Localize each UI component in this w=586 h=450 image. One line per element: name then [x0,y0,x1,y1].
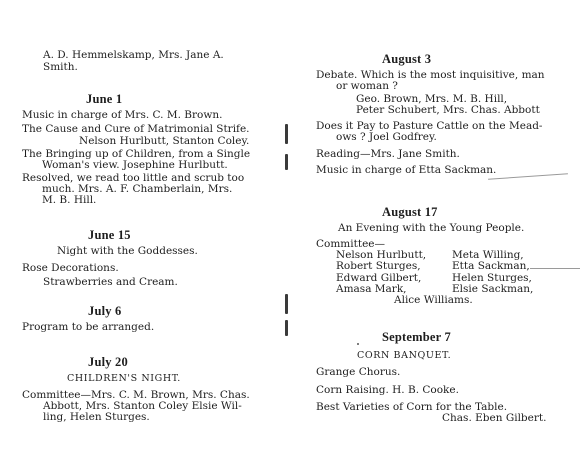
program-line: Night with the Goddesses. [57,245,198,257]
heading-june-15: June 15 [88,228,131,242]
program-line: Corn Raising. H. B. Cooke. [316,384,459,396]
committee-name: Nelson Hurlbutt, [336,249,427,261]
heading-july-6: July 6 [88,304,122,318]
heading-august-17: August 17 [382,205,438,219]
program-line: Geo. Brown, Mrs. M. B. Hill, [356,93,508,105]
program-line: Music in charge of Etta Sackman. [316,164,497,176]
program-line: Reading—Mrs. Jane Smith. [316,148,460,160]
program-line: The Cause and Cure of Matrimonial Strife. [22,123,250,135]
program-line: Chas. Eben Gilbert. [442,412,547,424]
intro-line: A. D. Hemmelskamp, Mrs. Jane A. [43,49,224,61]
program-line: M. B. Hill. [42,194,97,206]
committee-name: Etta Sackman, [452,260,530,272]
program-line: Woman's view. Josephine Hurlbutt. [42,159,228,171]
program-line: Does it Pay to Pasture Cattle on the Mead- [316,120,543,132]
subheading-corn-banquet: CORN BANQUET. [357,350,452,361]
committee-name: Robert Sturges, [336,260,421,272]
program-line: Strawberries and Cream. [43,276,178,288]
program-line: The Bringing up of Children, from a Single [22,148,251,160]
program-line: or woman ? [336,80,398,92]
stray-pen-line [488,173,568,180]
binding-mark [285,320,288,336]
committee-name: Helen Sturges, [452,272,532,284]
program-line: Grange Chorus. [316,366,401,378]
program-line: ows ? Joel Godfrey. [336,131,437,143]
intro-line: Smith. [43,61,78,73]
committee-name: Meta Willing, [452,249,524,261]
program-line: Nelson Hurlbutt, Stanton Coley. [79,135,250,147]
program-line: Peter Schubert, Mrs. Chas. Abbott [356,104,540,116]
program-line: An Evening with the Young People. [338,222,525,234]
committee-name: Elsie Sackman, [452,283,534,295]
committee-name: Amasa Mark, [336,283,407,295]
program-line: Committee— [316,238,385,250]
program-line: Debate. Which is the most inquisitive, man [316,69,545,81]
binding-mark [285,294,288,314]
left-page [0,0,282,450]
heading-june-1: June 1 [86,92,123,106]
program-line: Program to be arranged. [22,321,155,333]
program-line: much. Mrs. A. F. Chamberlain, Mrs. [42,183,233,195]
program-line: Best Varieties of Corn for the Table. [316,401,508,413]
program-line: Committee—Mrs. C. M. Brown, Mrs. Chas. [22,389,250,401]
program-line: Abbott, Mrs. Stanton Coley Elsie Wil- [43,400,242,412]
committee-name: Alice Williams. [394,294,473,306]
stray-pen-line [530,268,580,269]
program-line: Rose Decorations. [22,262,119,274]
subheading-childrens-night: CHILDREN'S NIGHT. [67,373,181,384]
program-line: Music in charge of Mrs. C. M. Brown. [22,109,223,121]
stray-ink-dot [357,343,359,345]
committee-name: Edward Gilbert, [336,272,422,284]
program-line: Resolved, we read too little and scrub too [22,172,245,184]
binding-mark [285,154,288,170]
binding-mark [285,124,288,144]
heading-august-3: August 3 [382,52,432,66]
heading-july-20: July 20 [88,355,128,369]
heading-september-7: September 7 [382,330,451,344]
right-page [300,0,586,450]
program-line: ling, Helen Sturges. [43,411,150,423]
